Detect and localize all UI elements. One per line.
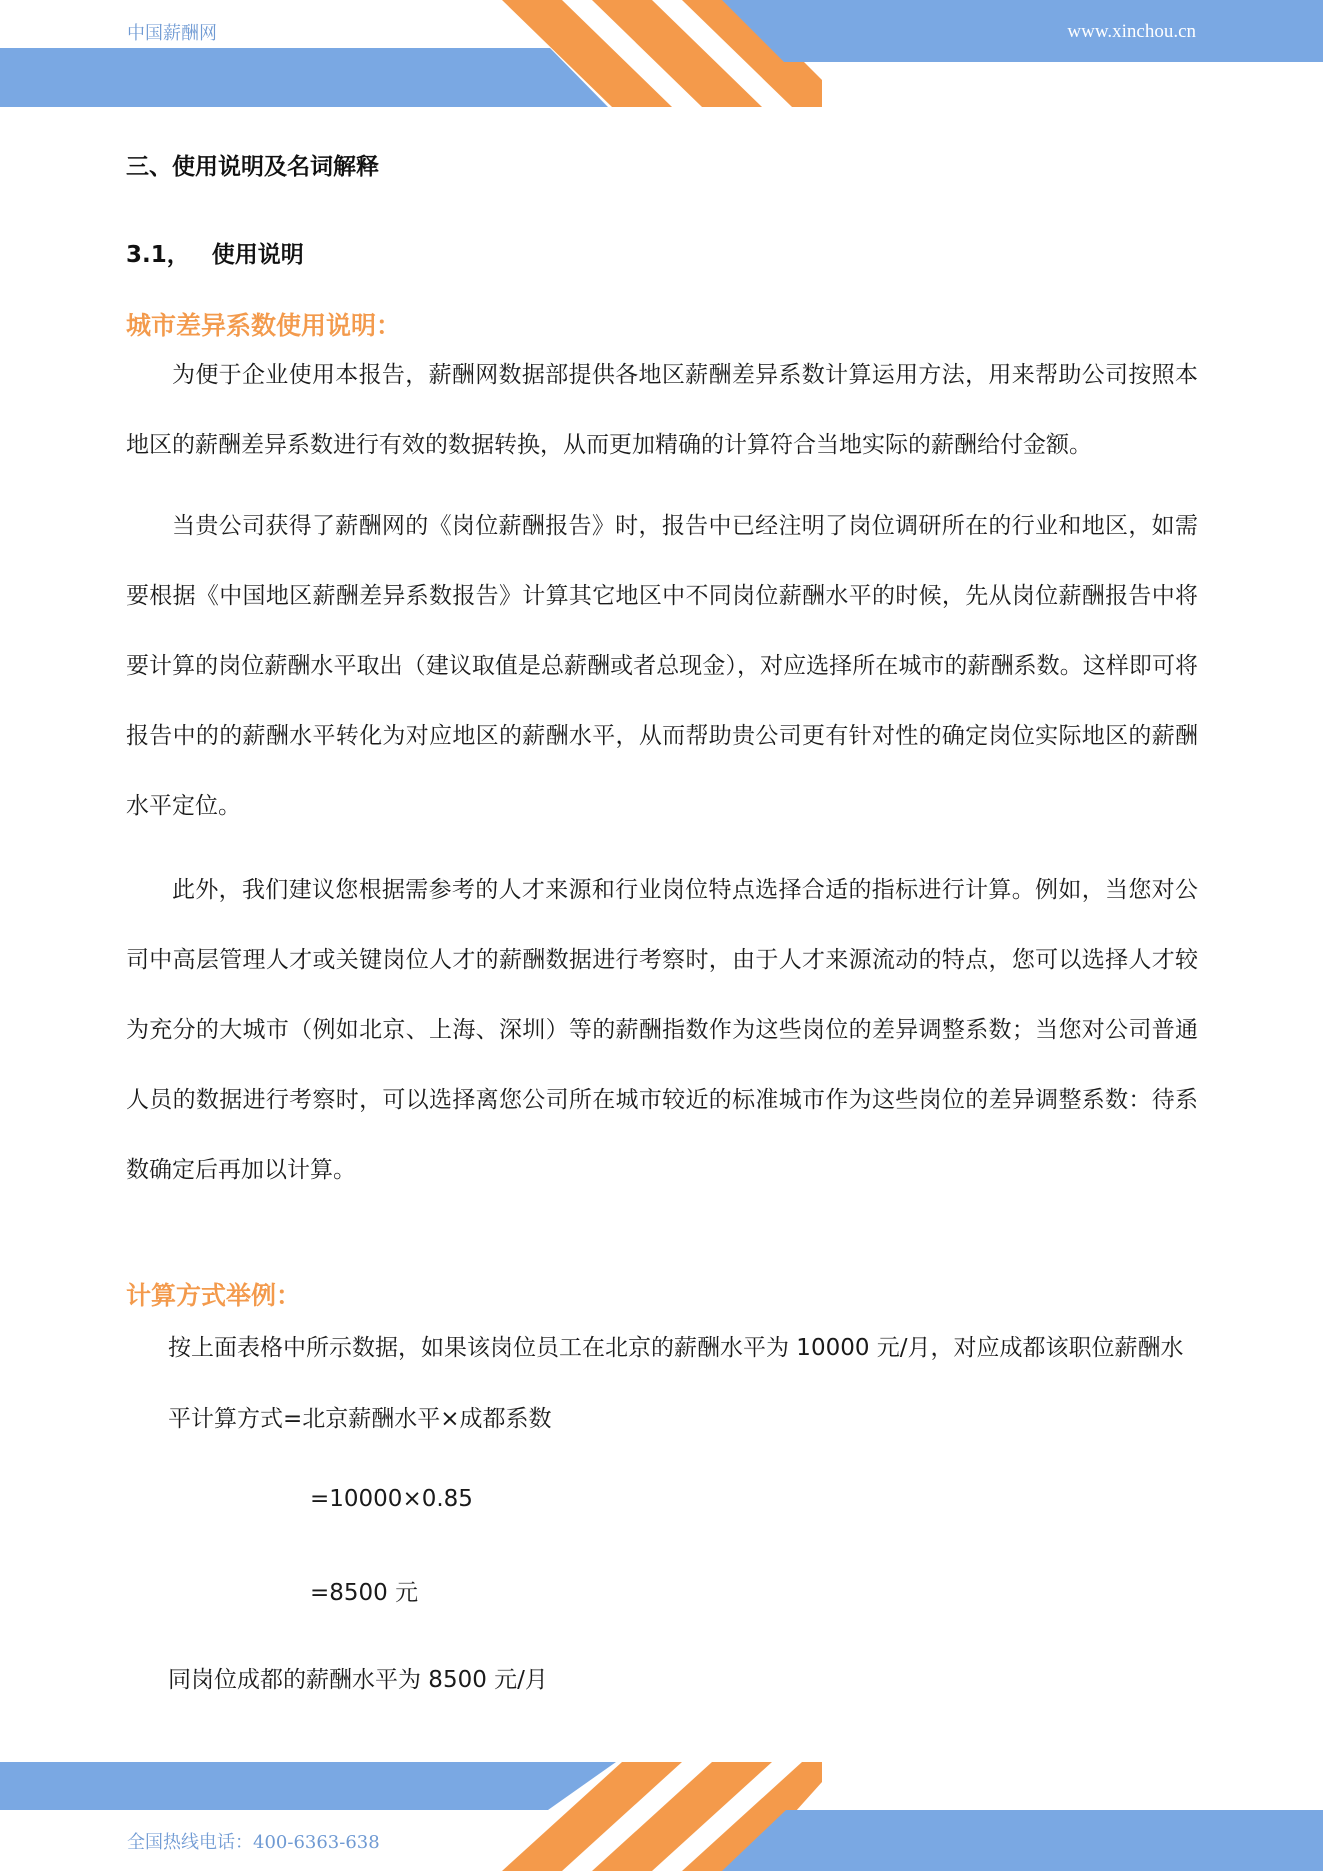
header-blue-right (722, 0, 1323, 62)
paragraph-3: 此外，我们建议您根据需参考的人才来源和行业岗位特点选择合适的指标进行计算。例如，当您对公司中高层管理人才或关键岗位人才的薪酬数据进行考察时，由于人才来源流动的特点，您可以选择人才较为充分的大城市（例如北京、上海、深圳）等的薪酬指数作为这些岗位的差异调整系数；当您对公司普通人员的数据进行考察时，可以选择离您公司所在城市较近的标准城市作为这些岗位的差异调整系数：待系数确定后再加以计算。 (126, 877, 1198, 1183)
city-factor-heading: 城市差异系数使用说明： (126, 311, 402, 340)
subsection-title (126, 236, 304, 269)
site-url[interactable]: www.xinchou.cn (1067, 21, 1196, 42)
paragraph-2: 当贵公司获得了薪酬网的《岗位薪酬报告》时，报告中已经注明了岗位调研所在的行业和地区，如需要根据《中国地区薪酬差异系数报告》计算其它地区中不同岗位薪酬水平的时候，先从岗位薪酬报告中将要计算的岗位薪酬水平取出（建议取值是总薪酬或者总现金），对应选择所在城市的薪酬系数。这样即可将报告中的的薪酬水平转化为对应地区的薪酬水平，从而帮助贵公司更有针对性的确定岗位实际地区的薪酬水平定位。 (126, 513, 1198, 819)
calc-step-2: =8500 元 (310, 1580, 419, 1606)
section-title: 三、使用说明及名词解释 (126, 154, 379, 180)
header-band (0, 0, 1323, 110)
subsection-number: 3.1， (126, 242, 190, 268)
example-heading: 计算方式举例： (126, 1281, 302, 1310)
example-result: 同岗位成都的薪酬水平为 8500 元/月 (168, 1667, 548, 1693)
site-name: 中国薪酬网 (127, 23, 217, 44)
footer-decoration (0, 1762, 1323, 1872)
example-line-1: 按上面表格中所示数据，如果该岗位员工在北京的薪酬水平为 10000 元/月，对应成都该职位薪酬水 (168, 1335, 1184, 1361)
header-blue-left (0, 48, 608, 107)
header-decoration (0, 0, 1323, 110)
footer-blue-right (722, 1810, 1323, 1871)
paragraph-1: 为便于企业使用本报告，薪酬网数据部提供各地区薪酬差异系数计算运用方法，用来帮助公司按照本地区的薪酬差异系数进行有效的数据转换，从而更加精确的计算符合当地实际的薪酬给付金额。 (126, 362, 1198, 458)
calc-step-1: =10000×0.85 (310, 1486, 473, 1512)
footer-blue-left (0, 1762, 616, 1810)
example-line-2: 平计算方式=北京薪酬水平×成都系数 (168, 1406, 552, 1432)
hotline: 全国热线电话：400-6363-638 (127, 1832, 380, 1853)
footer-band (0, 1762, 1323, 1872)
subsection-label: 使用说明 (211, 242, 304, 268)
